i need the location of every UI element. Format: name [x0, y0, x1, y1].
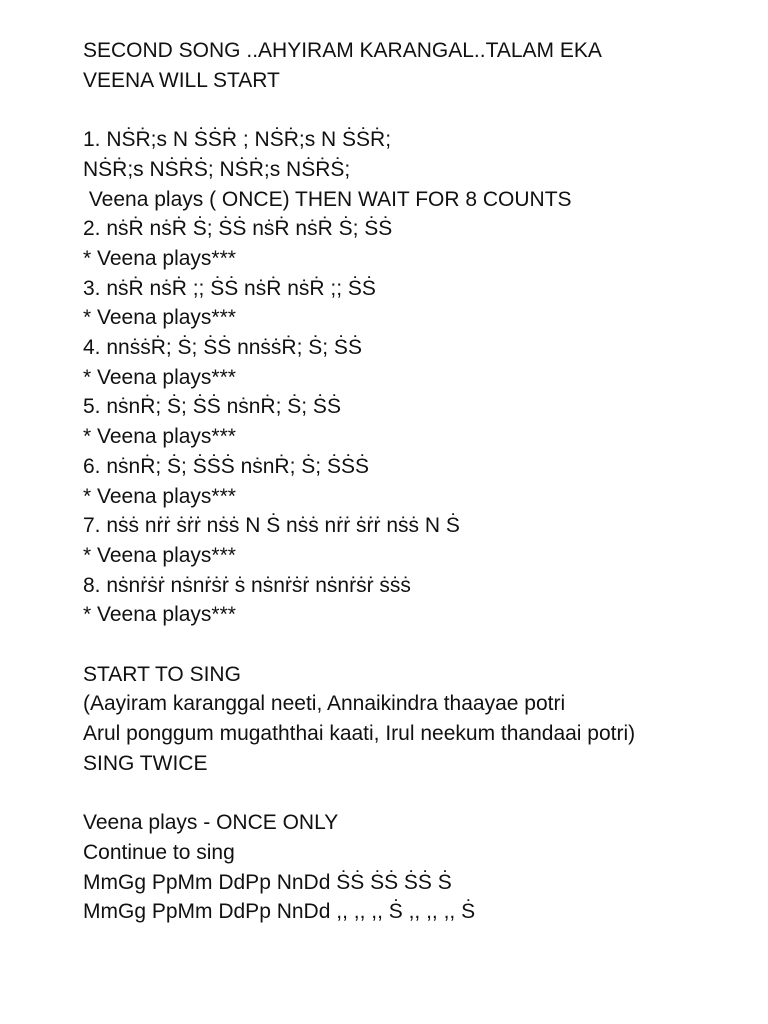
blank-line	[83, 95, 753, 125]
sing-heading: START TO SING	[83, 662, 241, 686]
step-2-notation: 2. nṡṘ nṡṘ Ṡ; ṠṠ nṡṘ nṡṘ Ṡ; ṠṠ	[83, 217, 393, 241]
lyrics-line-1: (Aayiram karanggal neeti, Annaikindra thaayae potri	[83, 692, 566, 716]
doc-title: SECOND SONG ..AHYIRAM KARANGAL..TALAM EKA	[83, 39, 602, 62]
step-2-instruction: * Veena plays***	[83, 246, 236, 270]
veena-once-note: Veena plays - ONCE ONLY	[83, 811, 339, 835]
blank-line	[83, 630, 753, 660]
final-notation-line-2: MmGg PpMm DdPp NnDd ,, ,, ,, Ṡ ,, ,, ,, Ṡ	[83, 900, 476, 924]
step-7-instruction: * Veena plays***	[83, 543, 236, 567]
step-8-instruction: * Veena plays***	[83, 603, 236, 627]
step-6-instruction: * Veena plays***	[83, 484, 236, 508]
step-1-line-b: NṠṘ;s NṠṘṠ; NṠṘ;s NṠṘṠ;	[83, 157, 351, 181]
document-body	[83, 36, 753, 927]
step-1-line-a: 1. NṠṘ;s N ṠṠṘ ; NṠṘ;s N ṠṠṘ;	[83, 128, 392, 152]
step-3-instruction: * Veena plays***	[83, 306, 236, 330]
blank-line	[83, 779, 753, 809]
step-8-notation: 8. nṡnṙṡṙ nṡnṙṡṙ ṡ nṡnṙṡṙ nṡnṙṡṙ ṡṡṡ	[83, 573, 411, 597]
final-notation-line-1: MmGg PpMm DdPp NnDd ṠṠ ṠṠ ṠṠ Ṡ	[83, 870, 452, 894]
doc-subtitle: VEENA WILL START	[83, 68, 280, 92]
sing-twice-note: SING TWICE	[83, 751, 208, 775]
step-1-instruction: Veena plays ( ONCE) THEN WAIT FOR 8 COUNTS	[83, 187, 572, 211]
continue-note: Continue to sing	[83, 840, 235, 864]
step-7-notation: 7. nṡṡ nṙṙ ṡṙṙ nṡṡ N Ṡ nṡṡ nṙṙ ṡṙṙ nṡṡ N Ṡ	[83, 514, 460, 538]
lyrics-line-2: Arul ponggum mugaththai kaati, Irul neekum thandaai potri)	[83, 722, 636, 746]
step-5-notation: 5. nṡnṘ; Ṡ; ṠṠ nṡnṘ; Ṡ; ṠṠ	[83, 395, 341, 419]
step-4-notation: 4. nnṡṡṘ; Ṡ; ṠṠ nnṡṡṘ; Ṡ; ṠṠ	[83, 336, 362, 360]
step-5-instruction: * Veena plays***	[83, 425, 236, 449]
step-4-instruction: * Veena plays***	[83, 365, 236, 389]
step-6-notation: 6. nṡnṘ; Ṡ; ṠṠṠ nṡnṘ; Ṡ; ṠṠṠ	[83, 454, 369, 478]
step-3-notation: 3. nṡṘ nṡṘ ;; ṠṠ nṡṘ nṡṘ ;; ṠṠ	[83, 276, 376, 300]
